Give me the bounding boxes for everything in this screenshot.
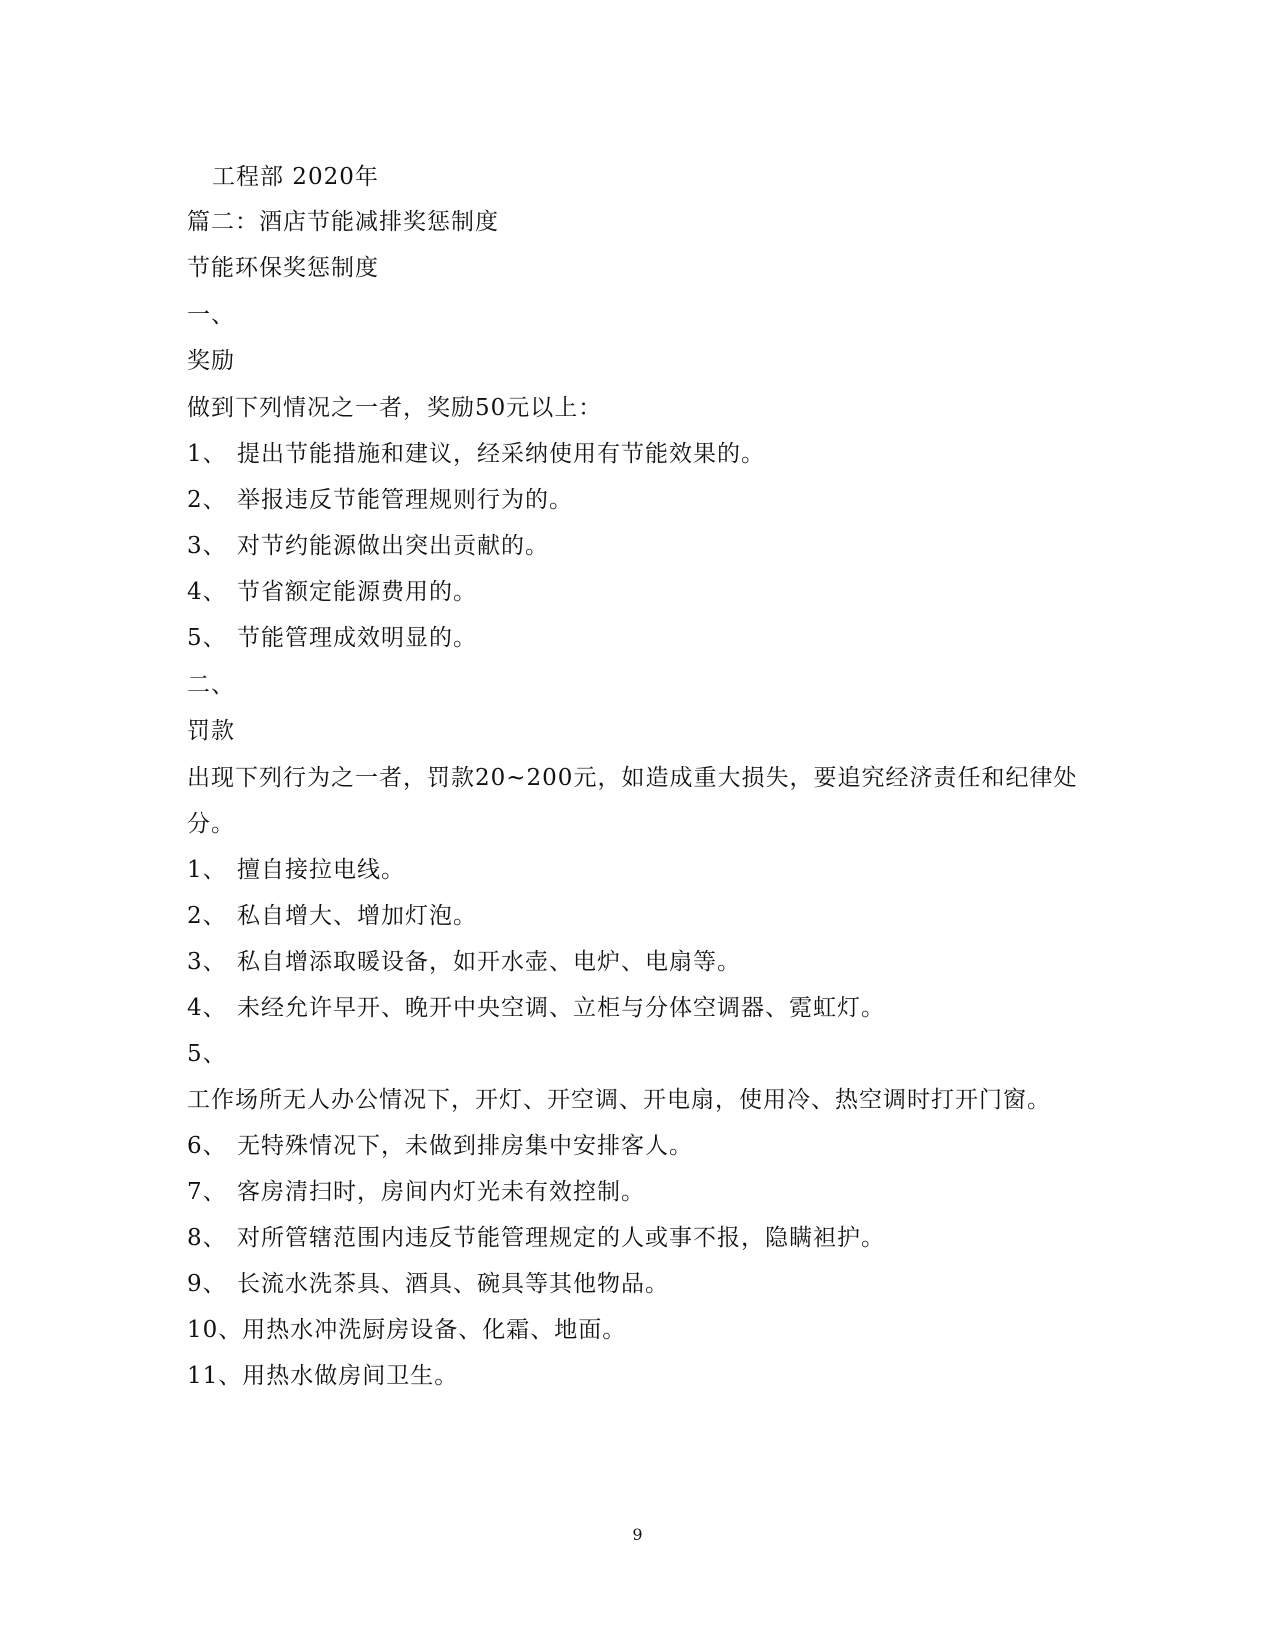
list-item <box>187 1177 645 1207</box>
list-item-number: 5、 <box>187 1041 227 1067</box>
list-item-number: 4、 <box>187 579 227 605</box>
list-item-number: 6、 <box>187 1133 227 1159</box>
list-item-text: 工作场所无人办公情况下，开灯、开空调、开电扇，使用冷、热空调时打开门窗。 <box>187 1087 1051 1113</box>
list-item <box>187 1361 458 1391</box>
list-item-continuation <box>187 1085 1051 1115</box>
list-item <box>187 1315 626 1345</box>
page-number: 9 <box>632 1525 643 1544</box>
list-item-number: 5、 <box>187 625 227 651</box>
part1-marker: 一、 <box>187 302 235 328</box>
part1-intro: 做到下列情况之一者，奖励50元以上： <box>187 395 603 421</box>
list-item-text: 擅自接拉电线。 <box>237 857 405 883</box>
list-item-number: 4、 <box>187 995 227 1021</box>
list-item-number: 8、 <box>187 1225 227 1251</box>
list-item-text: 举报违反节能管理规则行为的。 <box>237 487 573 513</box>
list-item-text: 节省额定能源费用的。 <box>237 579 477 605</box>
list-item <box>187 1223 885 1253</box>
part2-heading: 罚款 <box>187 718 235 744</box>
list-item <box>187 901 477 931</box>
list-item <box>187 1039 237 1069</box>
list-item-text: 对节约能源做出突出贡献的。 <box>237 533 549 559</box>
header-line: 工程部 2020年 <box>212 164 379 190</box>
list-item-text: 私自增大、增加灯泡。 <box>237 903 477 929</box>
list-item <box>187 1269 669 1299</box>
list-item-text: 无特殊情况下，未做到排房集中安排客人。 <box>237 1133 693 1159</box>
list-item-number: 1、 <box>187 857 227 883</box>
subtitle: 篇二：酒店节能减排奖惩制度 <box>187 209 499 235</box>
list-item <box>187 947 741 977</box>
section-title: 节能环保奖惩制度 <box>187 255 379 281</box>
list-item-number: 10、 <box>187 1317 243 1343</box>
list-item-number: 9、 <box>187 1271 227 1297</box>
part2-marker: 二、 <box>187 672 235 698</box>
list-item-text: 长流水洗茶具、酒具、碗具等其他物品。 <box>237 1271 669 1297</box>
list-item-number: 3、 <box>187 533 227 559</box>
list-item <box>187 531 549 561</box>
list-item <box>187 623 477 653</box>
list-item <box>187 577 477 607</box>
list-item <box>187 993 885 1023</box>
part1-heading: 奖励 <box>187 348 235 374</box>
list-item <box>187 485 573 515</box>
part2-intro-line2: 分。 <box>187 811 235 837</box>
list-item-number: 1、 <box>187 441 227 467</box>
list-item-text: 节能管理成效明显的。 <box>237 625 477 651</box>
list-item <box>187 1131 693 1161</box>
list-item-text: 未经允许早开、晚开中央空调、立柜与分体空调器、霓虹灯。 <box>237 995 885 1021</box>
list-item <box>187 439 765 469</box>
list-item-number: 2、 <box>187 903 227 929</box>
list-item-text: 用热水做房间卫生。 <box>242 1363 459 1389</box>
list-item-number: 2、 <box>187 487 227 513</box>
list-item-text: 用热水冲洗厨房设备、化霜、地面。 <box>242 1317 627 1343</box>
part2-intro-line1: 出现下列行为之一者，罚款20~200元，如造成重大损失，要追究经济责任和纪律处 <box>187 765 1078 791</box>
list-item-number: 7、 <box>187 1179 227 1205</box>
list-item-number: 11、 <box>187 1363 243 1389</box>
list-item-text: 对所管辖范围内违反节能管理规定的人或事不报，隐瞒袒护。 <box>237 1225 885 1251</box>
list-item-text: 提出节能措施和建议，经采纳使用有节能效果的。 <box>237 441 765 467</box>
list-item-text: 私自增添取暖设备，如开水壶、电炉、电扇等。 <box>237 949 741 975</box>
list-item <box>187 855 405 885</box>
list-item-text: 客房清扫时，房间内灯光未有效控制。 <box>237 1179 645 1205</box>
list-item-number: 3、 <box>187 949 227 975</box>
